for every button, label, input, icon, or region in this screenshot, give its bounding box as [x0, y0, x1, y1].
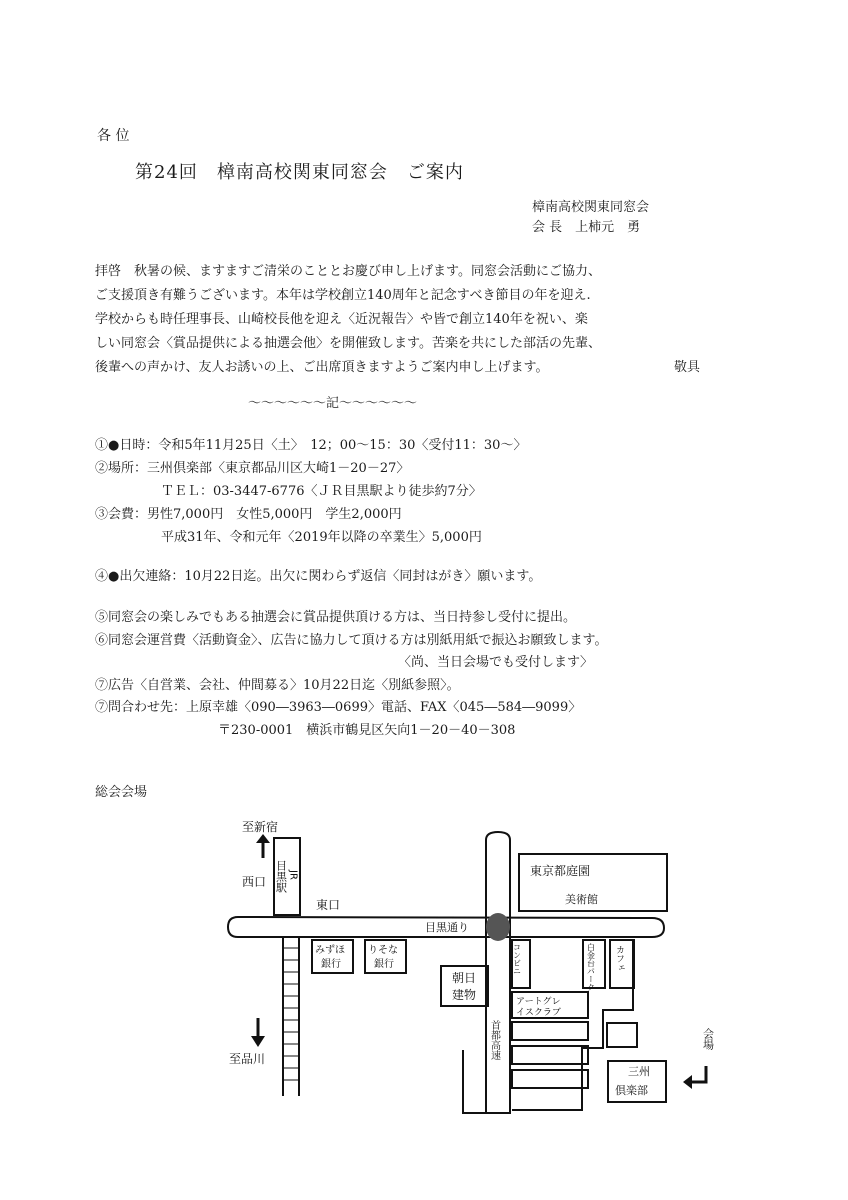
map-heading: 総会会場 [95, 785, 148, 800]
intersection-mark [486, 913, 510, 941]
small-box [607, 1023, 637, 1047]
highway-road [486, 832, 510, 1113]
shop-box-1 [512, 1022, 588, 1040]
item-contact: ⑦問合わせ先：上原幸雄〈090―3963―0699〉電話、FAX〈045―584―9099〉 [95, 700, 582, 715]
sender-org: 樟南高校関東同窓会 [532, 200, 650, 215]
greeting-line-1: 拝啓 秋暑の候、ますますご清栄のこととお慶び申し上げます。同窓会活動にご協力、 [95, 264, 601, 279]
item-place: ②場所：三州倶楽部〈東京都品川区大崎1－20－27〉 [95, 461, 410, 476]
shop-box-2 [512, 1046, 588, 1064]
station-label: 目黒駅 [274, 860, 288, 893]
item-rsvp: ④●出欠連絡：10月22日迄。出欠に関わらず返信〈同封はがき〉願います。 [95, 569, 542, 584]
risona-label-1: りそな [368, 945, 398, 956]
item-fee-note: 平成31年、令和元年〈2019年以降の卒業生〉5,000円 [161, 530, 482, 545]
closing: 敬具 [674, 360, 701, 375]
mizuho-label-2: 銀行 [321, 959, 341, 970]
arrow-up-icon [256, 834, 270, 858]
greeting-line-5: 後輩への声かけ、友人お誘いの上、ご出席頂きますようご案内申し上げます。 [95, 360, 549, 375]
greeting-line-3: 学校からも時任理事長、山崎校長他を迎え〈近況報告〉や皆で創立140年を祝い、楽 [95, 312, 588, 327]
museum-label-1: 東京都庭園 [530, 864, 591, 878]
greeting-line-4: しい同窓会〈賞品提供による抽選会他〉を開催致します。苦楽を共にした部活の先輩、 [95, 336, 601, 351]
item-tel: ＴＥＬ：03-3447-6776〈ＪＲ目黒駅より徒歩約7分〉 [161, 484, 482, 499]
arrow-down-icon [251, 1018, 265, 1047]
art-grace-label-2: イスクラブ [516, 1008, 561, 1018]
meguro-dori-label: 目黒通り [425, 921, 469, 934]
to-shinjuku-label: 至新宿 [242, 820, 279, 834]
museum-label-2: 美術館 [565, 893, 598, 906]
sender-president: 会 長 上柿元 勇 [532, 220, 641, 235]
item-datetime: ①●日時：令和5年11月25日〈土〉 12；00～15：30〈受付11：30～〉 [95, 438, 527, 453]
rail-ties [283, 948, 299, 1080]
item-lottery: ⑤同窓会の楽しみでもある抽選会に賞品提供頂ける方は、当日持参し受付に提出。 [95, 610, 577, 625]
greeting-line-2: ご支援頂き有難うございます。本年は学校創立140周年と記念すべき節目の年を迎え. [95, 288, 591, 303]
east-exit-label: 東口 [316, 898, 341, 912]
cafe-label: カフェ [614, 945, 624, 972]
jr-label: JR [287, 870, 299, 880]
to-shinagawa-label: 至品川 [229, 1052, 266, 1066]
shop-box-3 [512, 1070, 588, 1088]
risona-label-2: 銀行 [374, 959, 394, 970]
asahi-label-1: 朝日 [452, 971, 477, 985]
mizuho-label-1: みずほ [315, 945, 345, 956]
shirokane-park-label: 白金台パーク [586, 943, 596, 991]
asahi-label-2: 建物 [452, 988, 477, 1002]
sanshu-label-1: 三州 [628, 1065, 650, 1078]
item-fee: ③会費：男性7,000円 女性5,000円 学生2,000円 [95, 507, 402, 522]
sanshu-label-2: 倶楽部 [615, 1084, 648, 1097]
art-grace-label-1: アートグレ [516, 997, 561, 1007]
venue-arrow-icon [683, 1066, 706, 1089]
page-title: 第24回 樟南高校関東同窓会 ご案内 [135, 162, 464, 183]
highway-label: 首都高速 [488, 1020, 500, 1060]
item-address: 〒230-0001 横浜市鶴見区矢向1－20－40－308 [218, 723, 516, 738]
addressee: 各 位 [97, 128, 130, 144]
conbini-label: コンビニ [512, 943, 522, 975]
west-exit-label: 西口 [242, 875, 267, 889]
ki-divider: ～～～～～～記～～～～～～ [248, 396, 418, 411]
item-fund-note: 〈尚、当日会場でも受付します〉 [398, 655, 594, 670]
bottom-road [463, 1050, 486, 1113]
venue-label: 会場 [701, 1028, 715, 1050]
item-fund: ⑥同窓会運営費〈活動資金〉、広告に協力して頂ける方は別紙用紙で振込お願致します。 [95, 633, 608, 648]
item-ad: ⑦広告〈自営業、会社、仲間募る〉10月22日迄〈別紙参照〉。 [95, 678, 460, 693]
